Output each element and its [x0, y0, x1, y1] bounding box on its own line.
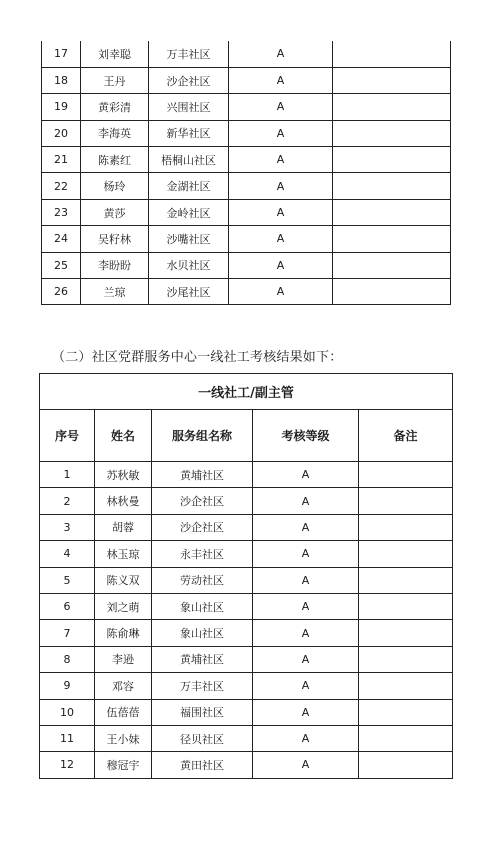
cell-name: 林秋曼 [95, 488, 152, 514]
table-row [40, 752, 453, 778]
column-header-name: 姓名 [95, 410, 152, 462]
cell-group: 黄埔社区 [152, 462, 253, 488]
cell-no: 20 [42, 120, 81, 146]
cell-grade: A [253, 488, 359, 514]
cell-note [333, 120, 451, 146]
table-row [42, 279, 451, 305]
table-row [42, 67, 451, 93]
cell-grade: A [253, 541, 359, 567]
cell-name: 吴籽林 [81, 226, 149, 252]
cell-no: 22 [42, 173, 81, 199]
cell-name: 苏秋敏 [95, 462, 152, 488]
cell-no: 24 [42, 226, 81, 252]
cell-group: 万丰社区 [152, 673, 253, 699]
cell-no: 25 [42, 252, 81, 278]
cell-no: 6 [40, 593, 95, 619]
cell-name: 穆冠宇 [95, 752, 152, 778]
cell-group: 沙企社区 [152, 514, 253, 540]
cell-name: 杨玲 [81, 173, 149, 199]
cell-no: 21 [42, 147, 81, 173]
cell-note [359, 462, 453, 488]
cell-community: 沙企社区 [149, 67, 229, 93]
cell-name: 黄彩清 [81, 94, 149, 120]
cell-name: 李海英 [81, 120, 149, 146]
cell-note [359, 725, 453, 751]
cell-community: 兴围社区 [149, 94, 229, 120]
cell-note [333, 147, 451, 173]
cell-grade: A [229, 226, 333, 252]
table-title: 一线社工/副主管 [40, 374, 453, 410]
table-title-row [40, 374, 453, 410]
table-row [40, 673, 453, 699]
table-row [40, 646, 453, 672]
table-row [42, 173, 451, 199]
cell-grade: A [229, 147, 333, 173]
cell-note [359, 488, 453, 514]
table-row [40, 567, 453, 593]
cell-note [359, 752, 453, 778]
cell-name: 李逊 [95, 646, 152, 672]
cell-note [359, 620, 453, 646]
cell-name: 陈义双 [95, 567, 152, 593]
cell-note [359, 593, 453, 619]
table-row [42, 252, 451, 278]
cell-community: 沙嘴社区 [149, 226, 229, 252]
cell-grade: A [229, 199, 333, 225]
cell-grade: A [253, 752, 359, 778]
column-header-note: 备注 [359, 410, 453, 462]
table-header-row [40, 410, 453, 462]
cell-no: 1 [40, 462, 95, 488]
cell-note [359, 567, 453, 593]
cell-note [359, 646, 453, 672]
cell-grade: A [253, 620, 359, 646]
cell-grade: A [253, 514, 359, 540]
cell-grade: A [229, 94, 333, 120]
table-row [42, 120, 451, 146]
cell-note [333, 173, 451, 199]
cell-no: 11 [40, 725, 95, 751]
table-row [42, 199, 451, 225]
cell-grade: A [253, 593, 359, 619]
cell-name: 陈素红 [81, 147, 149, 173]
cell-name: 王小妹 [95, 725, 152, 751]
cell-note [359, 514, 453, 540]
cell-community: 万丰社区 [149, 41, 229, 67]
cell-note [333, 279, 451, 305]
cell-group: 黄田社区 [152, 752, 253, 778]
assessment-table-continued [41, 41, 451, 305]
cell-name: 王丹 [81, 67, 149, 93]
cell-note [333, 226, 451, 252]
cell-note [333, 252, 451, 278]
cell-no: 4 [40, 541, 95, 567]
cell-note [333, 41, 451, 67]
cell-note [359, 673, 453, 699]
table-row [42, 94, 451, 120]
cell-community: 梧桐山社区 [149, 147, 229, 173]
cell-no: 5 [40, 567, 95, 593]
cell-community: 水贝社区 [149, 252, 229, 278]
cell-note [333, 94, 451, 120]
table-row [40, 462, 453, 488]
cell-group: 象山社区 [152, 620, 253, 646]
frontline-social-worker-table [39, 373, 453, 779]
cell-grade: A [229, 252, 333, 278]
cell-grade: A [229, 120, 333, 146]
cell-grade: A [229, 173, 333, 199]
cell-community: 金岭社区 [149, 199, 229, 225]
cell-grade: A [253, 699, 359, 725]
table-row [40, 620, 453, 646]
cell-no: 19 [42, 94, 81, 120]
cell-name: 林玉琼 [95, 541, 152, 567]
cell-grade: A [229, 67, 333, 93]
cell-group: 象山社区 [152, 593, 253, 619]
cell-group: 劳动社区 [152, 567, 253, 593]
cell-name: 李盼盼 [81, 252, 149, 278]
cell-grade: A [253, 462, 359, 488]
cell-name: 刘幸聪 [81, 41, 149, 67]
cell-community: 金湖社区 [149, 173, 229, 199]
cell-grade: A [253, 673, 359, 699]
column-header-no: 序号 [40, 410, 95, 462]
cell-group: 黄埔社区 [152, 646, 253, 672]
cell-name: 邓容 [95, 673, 152, 699]
cell-grade: A [229, 41, 333, 67]
table-row [40, 593, 453, 619]
cell-name: 黄莎 [81, 199, 149, 225]
cell-community: 沙尾社区 [149, 279, 229, 305]
cell-grade: A [253, 725, 359, 751]
cell-note [333, 67, 451, 93]
cell-name: 胡蓉 [95, 514, 152, 540]
table-row [40, 699, 453, 725]
cell-grade: A [253, 646, 359, 672]
cell-no: 2 [40, 488, 95, 514]
cell-no: 26 [42, 279, 81, 305]
cell-no: 3 [40, 514, 95, 540]
cell-name: 兰琼 [81, 279, 149, 305]
cell-no: 9 [40, 673, 95, 699]
table-row [40, 514, 453, 540]
table-body [40, 462, 453, 779]
cell-no: 7 [40, 620, 95, 646]
table-row [42, 147, 451, 173]
cell-note [359, 541, 453, 567]
cell-no: 10 [40, 699, 95, 725]
table-row [40, 488, 453, 514]
cell-no: 8 [40, 646, 95, 672]
cell-group: 永丰社区 [152, 541, 253, 567]
cell-note [359, 699, 453, 725]
cell-name: 刘之萌 [95, 593, 152, 619]
cell-grade: A [229, 279, 333, 305]
table-row [42, 226, 451, 252]
cell-no: 17 [42, 41, 81, 67]
cell-group: 沙企社区 [152, 488, 253, 514]
table-body [42, 41, 451, 305]
cell-no: 23 [42, 199, 81, 225]
cell-no: 18 [42, 67, 81, 93]
section-heading: （二）社区党群服务中心一线社工考核结果如下： [52, 350, 343, 365]
table-row [40, 541, 453, 567]
column-header-group: 服务组名称 [152, 410, 253, 462]
column-header-grade: 考核等级 [253, 410, 359, 462]
cell-group: 径贝社区 [152, 725, 253, 751]
cell-community: 新华社区 [149, 120, 229, 146]
cell-no: 12 [40, 752, 95, 778]
cell-note [333, 199, 451, 225]
cell-name: 伍蓓蓓 [95, 699, 152, 725]
cell-group: 福围社区 [152, 699, 253, 725]
cell-grade: A [253, 567, 359, 593]
cell-name: 陈俞琳 [95, 620, 152, 646]
table-row [40, 725, 453, 751]
table-row [42, 41, 451, 67]
